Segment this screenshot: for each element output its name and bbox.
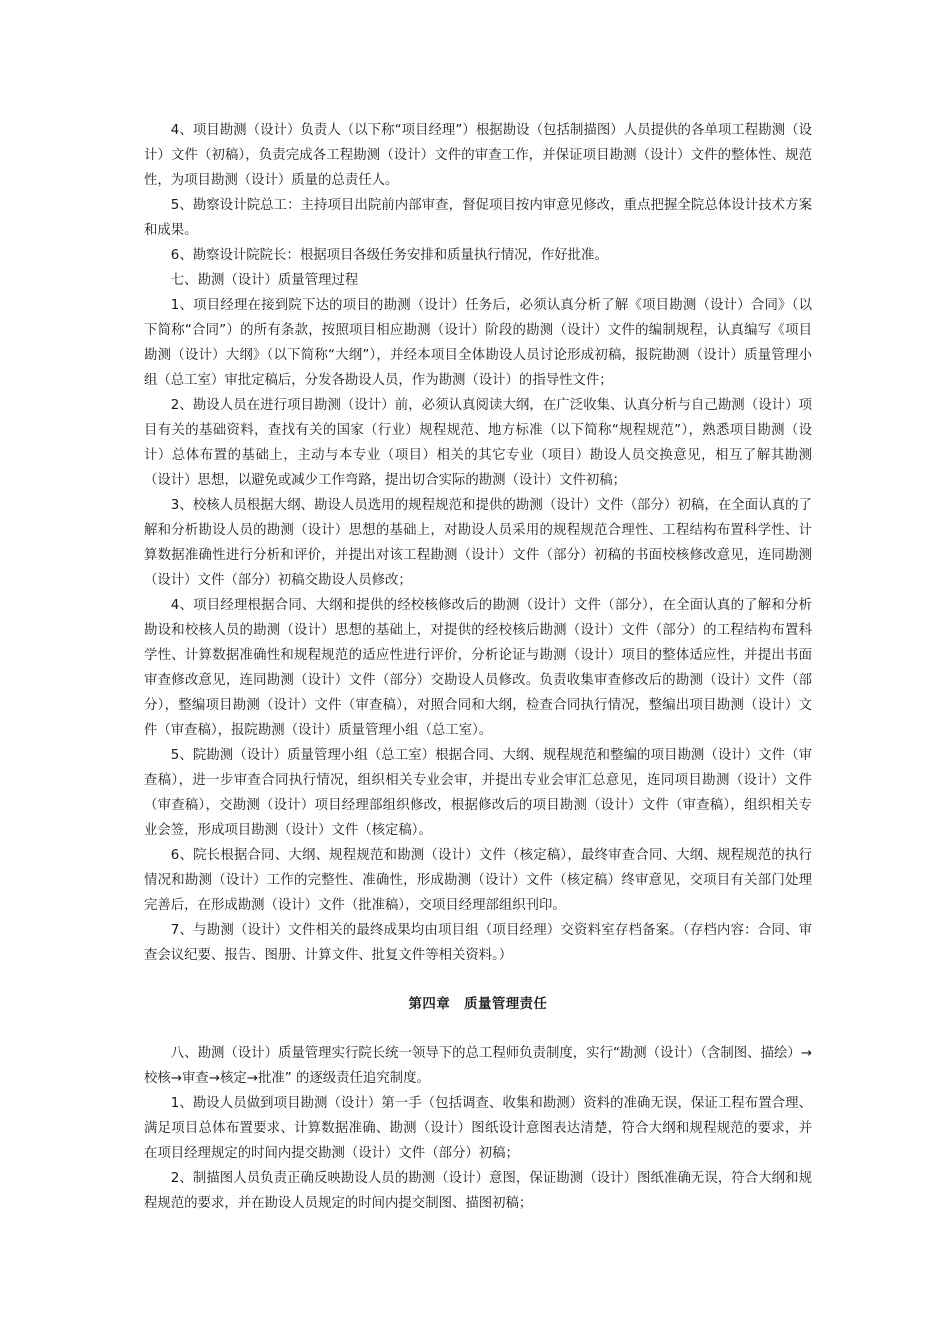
paragraph: 5、勘察设计院总工：主持项目出院前内部审查，督促项目按内审意见修改，重点把握全院总体设计技术方案和成果。 [144, 198, 812, 238]
paragraph: 2、勘设人员在进行项目勘测（设计）前，必须认真阅读大纲，在广泛收集、认真分析与自己勘测（设计）项目有关的基础资料，查找有关的国家（行业）规程规范、地方标准（以下简称“规程规范”），熟悉项目勘测（设计）总体布置的基础上，主动与本专业（项目）相关的其它专业（项目）勘设人员交换意见，相互了解其勘测（设计）思想，以避免或减少工作弯路，提出切合实际的勘测（设计）文件初稿； [144, 398, 812, 488]
document-page [144, 118, 812, 1216]
paragraph: 3、校核人员根据大纲、勘设人员选用的规程规范和提供的勘测（设计）文件（部分）初稿，在全面认真的了解和分析勘设人员的勘测（设计）思想的基础上，对勘设人员采用的规程规范合理性、工程结构布置科学性、计算数据准确性进行分析和评价，并提出对该工程勘测（设计）文件（部分）初稿的书面校核修改意见，连同勘测（设计）文件（部分）初稿交勘设人员修改； [144, 498, 812, 588]
paragraph: 八、勘测（设计）质量管理实行院长统一领导下的总工程师负责制度，实行“勘测（设计）（含制图、描绘）→校核→审查→核定→批准” 的逐级责任追究制度。 [144, 1046, 812, 1086]
chapter-title: 第四章 质量管理责任 [408, 997, 548, 1012]
paragraph: 2、制描图人员负责正确反映勘设人员的勘测（设计）意图，保证勘测（设计）图纸准确无误，符合大纲和规程规范的要求，并在勘设人员规定的时间内提交制图、描图初稿； [144, 1171, 812, 1211]
paragraph: 6、院长根据合同、大纲、规程规范和勘测（设计）文件（核定稿），最终审查合同、大纲、规程规范的执行情况和勘测（设计）工作的完整性、准确性，形成勘测（设计）文件（核定稿）终审意见，交项目有关部门处理完善后，在形成勘测（设计）文件（批准稿），交项目经理部组织刊印。 [144, 848, 812, 913]
paragraph: 5、院勘测（设计）质量管理小组（总工室）根据合同、大纲、规程规范和整编的项目勘测（设计）文件（审查稿），进一步审查合同执行情况，组织相关专业会审，并提出专业会审汇总意见，连同项目勘测（设计）文件（审查稿），交勘测（设计）项目经理部组织修改，根据修改后的项目勘测（设计）文件（审查稿），组织相关专业会签，形成项目勘测（设计）文件（核定稿）。 [144, 748, 812, 838]
paragraph: 1、勘设人员做到项目勘测（设计）第一手（包括调查、收集和勘测）资料的准确无误，保证工程布置合理、满足项目总体布置要求、计算数据准确、勘测（设计）图纸设计意图表达清楚，符合大纲和规程规范的要求，并在项目经理规定的时间内提交勘测（设计）文件（部分）初稿； [144, 1096, 812, 1161]
paragraph: 7、与勘测（设计）文件相关的最终成果均由项目组（项目经理）交资料室存档备案。（存档内容：合同、审查会议纪要、报告、图册、计算文件、批复文件等相关资料。） [144, 923, 812, 963]
paragraph: 4、项目经理根据合同、大纲和提供的经校核修改后的勘测（设计）文件（部分），在全面认真的了解和分析勘设和校核人员的勘测（设计）思想的基础上，对提供的经校核后勘测（设计）文件（部分）的工程结构布置科学性、计算数据准确性和规程规范的适应性进行评价，分析论证与勘测（设计）项目的整体适应性，并提出书面审查修改意见，连同勘测（设计）文件（部分）交勘设人员修改。负责收集审查修改后的勘测（设计）文件（部分），整编项目勘测（设计）文件（审查稿），对照合同和大纲，检查合同执行情况，整编出项目勘测（设计）文件（审查稿），报院勘测（设计）质量管理小组（总工室）。 [144, 598, 812, 738]
paragraph: 1、项目经理在接到院下达的项目的勘测（设计）任务后，必须认真分析了解《项目勘测（设计）合同》（以下简称“合同”）的所有条款，按照项目相应勘测（设计）阶段的勘测（设计）文件的编制规程，认真编写《项目勘测（设计）大纲》（以下简称“大纲”），并经本项目全体勘设人员讨论形成初稿，报院勘测（设计）质量管理小组（总工室）审批定稿后，分发各勘设人员，作为勘测（设计）的指导性文件； [144, 298, 812, 388]
section-heading: 七、勘测（设计）质量管理过程 [170, 273, 359, 288]
paragraph: 6、勘察设计院院长：根据项目各级任务安排和质量执行情况，作好批准。 [170, 248, 608, 263]
paragraph: 4、项目勘测（设计）负责人（以下称“项目经理”）根据勘设（包括制描图）人员提供的各单项工程勘测（设计）文件（初稿），负责完成各工程勘测（设计）文件的审查工作，并保证项目勘测（设计）文件的整体性、规范性，为项目勘测（设计）质量的总责任人。 [144, 123, 812, 188]
